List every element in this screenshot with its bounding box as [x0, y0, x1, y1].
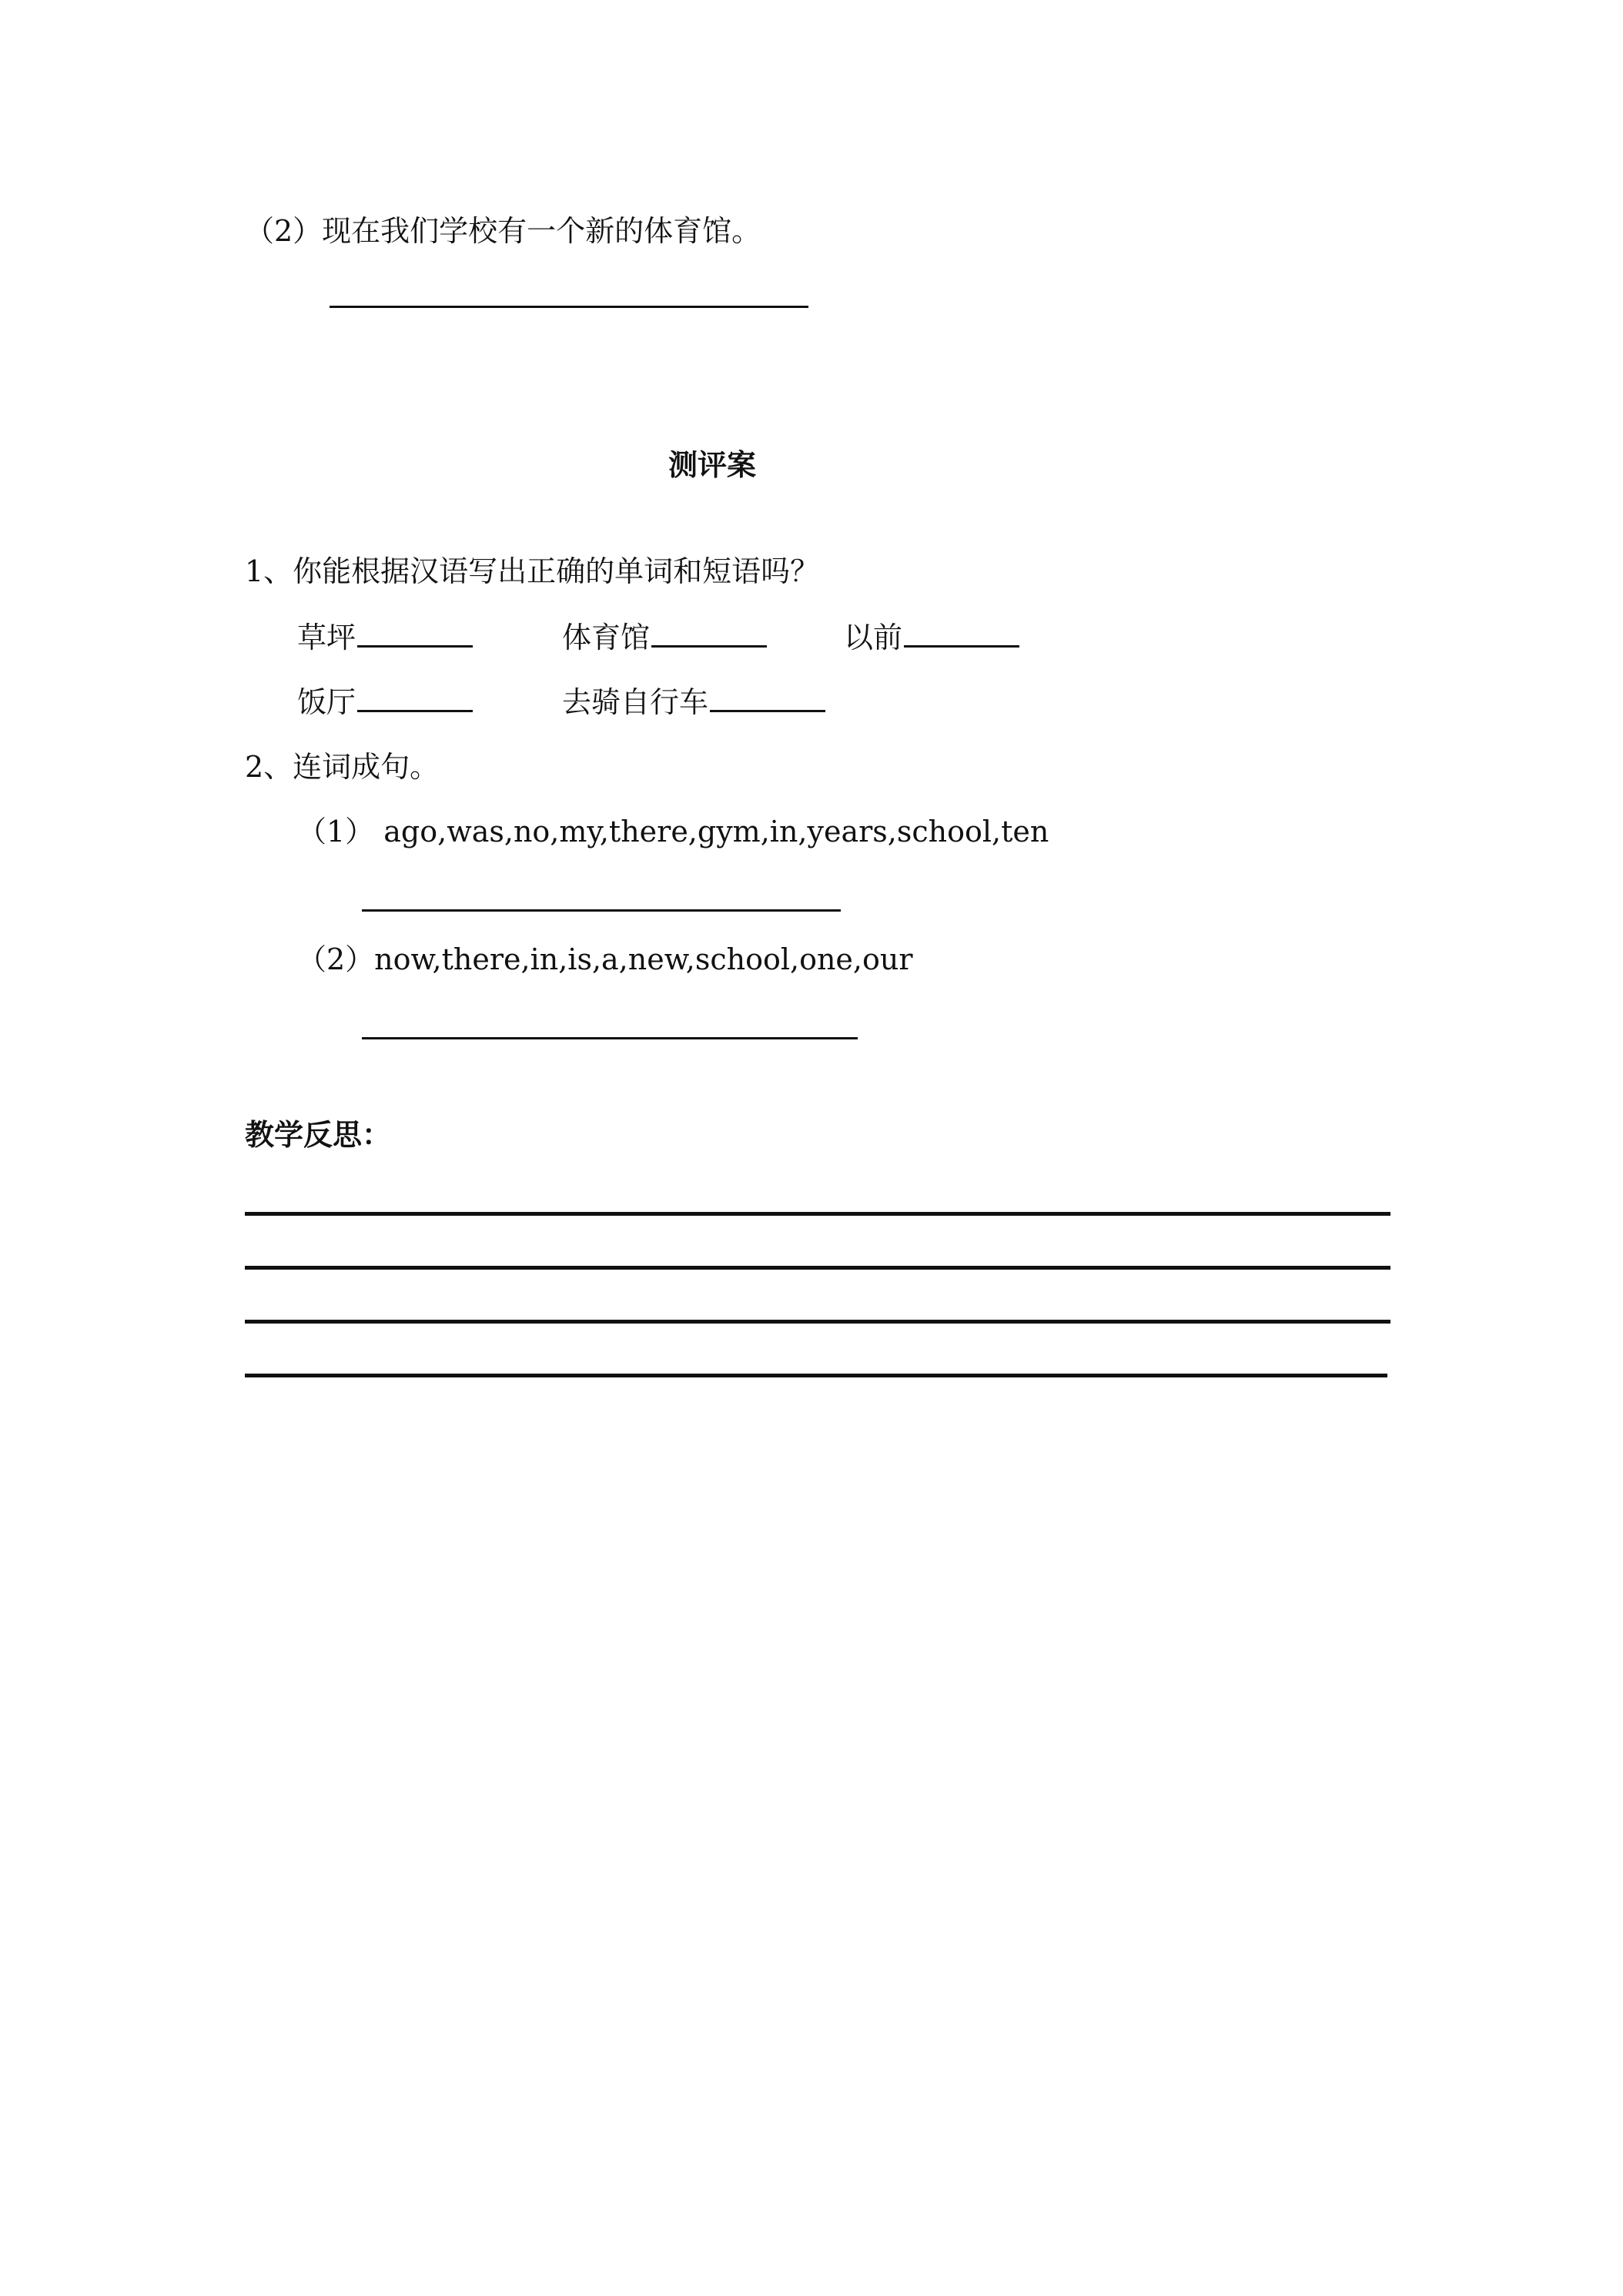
word-blank[interactable]: [357, 645, 473, 648]
reflection-heading: 教学反思：: [245, 1117, 392, 1152]
word-blank[interactable]: [357, 710, 473, 712]
reflection-line[interactable]: [245, 1212, 1390, 1216]
answer-blank-translation-2[interactable]: [330, 306, 808, 308]
section-title: 测评案: [668, 447, 757, 482]
answer-blank-sentence-2[interactable]: [362, 1037, 858, 1039]
word-label: 体育馆: [562, 621, 651, 654]
word-blank[interactable]: [651, 645, 767, 648]
question-2-heading: 2、连词成句。: [245, 750, 440, 784]
reflection-line[interactable]: [245, 1266, 1390, 1270]
sentence-item-2: （2）now,there,in,is,a,new,school,one,our: [297, 942, 913, 976]
word-label: 以前: [844, 621, 903, 654]
word-blank[interactable]: [904, 645, 1019, 648]
word-blank[interactable]: [710, 710, 825, 712]
word-label: 草坪: [297, 621, 356, 654]
word-item: [297, 684, 473, 721]
answer-blank-sentence-1[interactable]: [362, 909, 841, 912]
word-item: [562, 619, 767, 656]
word-item: [844, 619, 1019, 656]
word-label: 去骑自行车: [562, 685, 709, 719]
word-item: [562, 684, 825, 721]
translation-item-2: （2）现在我们学校有一个新的体育馆。: [245, 214, 761, 248]
word-label: 饭厅: [297, 685, 356, 719]
reflection-line[interactable]: [245, 1374, 1387, 1377]
question-1-heading: 1、你能根据汉语写出正确的单词和短语吗？: [245, 554, 820, 588]
word-item: [297, 619, 473, 656]
sentence-item-1: （1） ago,was,no,my,there,gym,in,years,school,ten: [297, 815, 1049, 848]
reflection-line[interactable]: [245, 1320, 1390, 1324]
